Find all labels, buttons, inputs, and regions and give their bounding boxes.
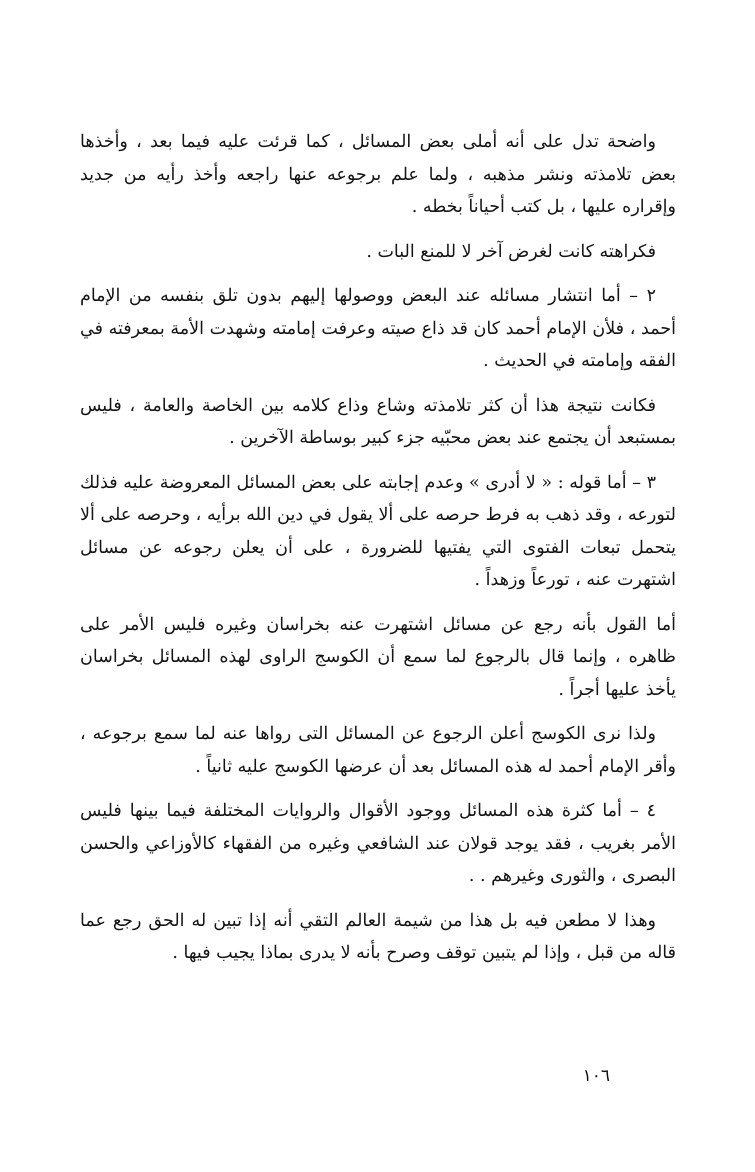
paragraph-9: وهذا لا مطعن فيه بل هذا من شيمة العالم التقي أنه إذا تبين له الحق رجع عما قاله من قبل ، وإذا لم يتبين توقف وصرح بأنه لا يدرى بماذا يجيب فيها . xyxy=(80,910,676,963)
paragraph-1: واضحة تدل على أنه أملى بعض المسائل ، كما قرئت عليه فيما بعد ، وأخذها بعض تلامذته ونشر مذهبه ، ولما علم برجوعه عنها راجعه وأخذ رأيه من جديد وإقراره عليها ، بل كتب أحياناً بخطه . xyxy=(80,132,676,217)
paragraph-3: ٢ – أما انتشار مسائله عند البعض ووصولها إليهم بدون تلق بنفسه من الإمام أحمد ، فلأن الإمام أحمد كان قد ذاع صيته وعرفت إمامته وشهدت الأمة بمعرفته في الفقه وإمامته في الحديث . xyxy=(80,286,676,371)
paragraph-6: أما القول بأنه رجع عن مسائل اشتهرت عنه بخراسان وغيره فليس الأمر على ظاهره ، وإنما قال بالرجوع لما سمع أن الكوسج الراوى لهذه المسائل بخراسان يأخذ عليها أجراً . xyxy=(80,614,676,700)
paragraph-4: فكانت نتيجة هذا أن كثر تلامذته وشاع وذاع كلامه بين الخاصة والعامة ، فليس بمستبعد أن يجتمع عند بعض محبّيه جزء كبير بوساطة الآخرين . xyxy=(80,395,676,448)
page-number: ١٠٦ xyxy=(582,1066,610,1086)
paragraph-7: ولذا نرى الكوسج أعلن الرجوع عن المسائل التى رواها عنه لما سمع برجوعه ، وأقر الإمام أحمد له هذه المسائل بعد أن عرضها الكوسج عليه ثانياً . xyxy=(80,724,676,777)
page-body xyxy=(80,126,676,982)
paragraph-2: فكراهته كانت لغرض آخر لا للمنع البات . xyxy=(366,241,656,262)
paragraph-8: ٤ – أما كثرة هذه المسائل ووجود الأقوال والروايات المختلفة فيما بينها فليس الأمر بغريب ، فقد يوجد قولان عند الشافعي وغيره من الفقهاء كالأوزاعي والحسن البصرى ، والثورى وغيرهم . . xyxy=(80,801,676,886)
paragraph-5: ٣ – أما قوله : « لا أدرى » وعدم إجابته على بعض المسائل المعروضة عليه فذلك لتورعه ، وقد ذهب به فرط حرصه على ألا يقول في دين الله برأيه ، وحرصه على ألا يتحمل تبعات الفتوى التي يفتيها للضرورة ، على أن يعلن رجوعه عن مسائل اشتهرت عنه ، تورعاً وزهداً . xyxy=(80,472,676,590)
